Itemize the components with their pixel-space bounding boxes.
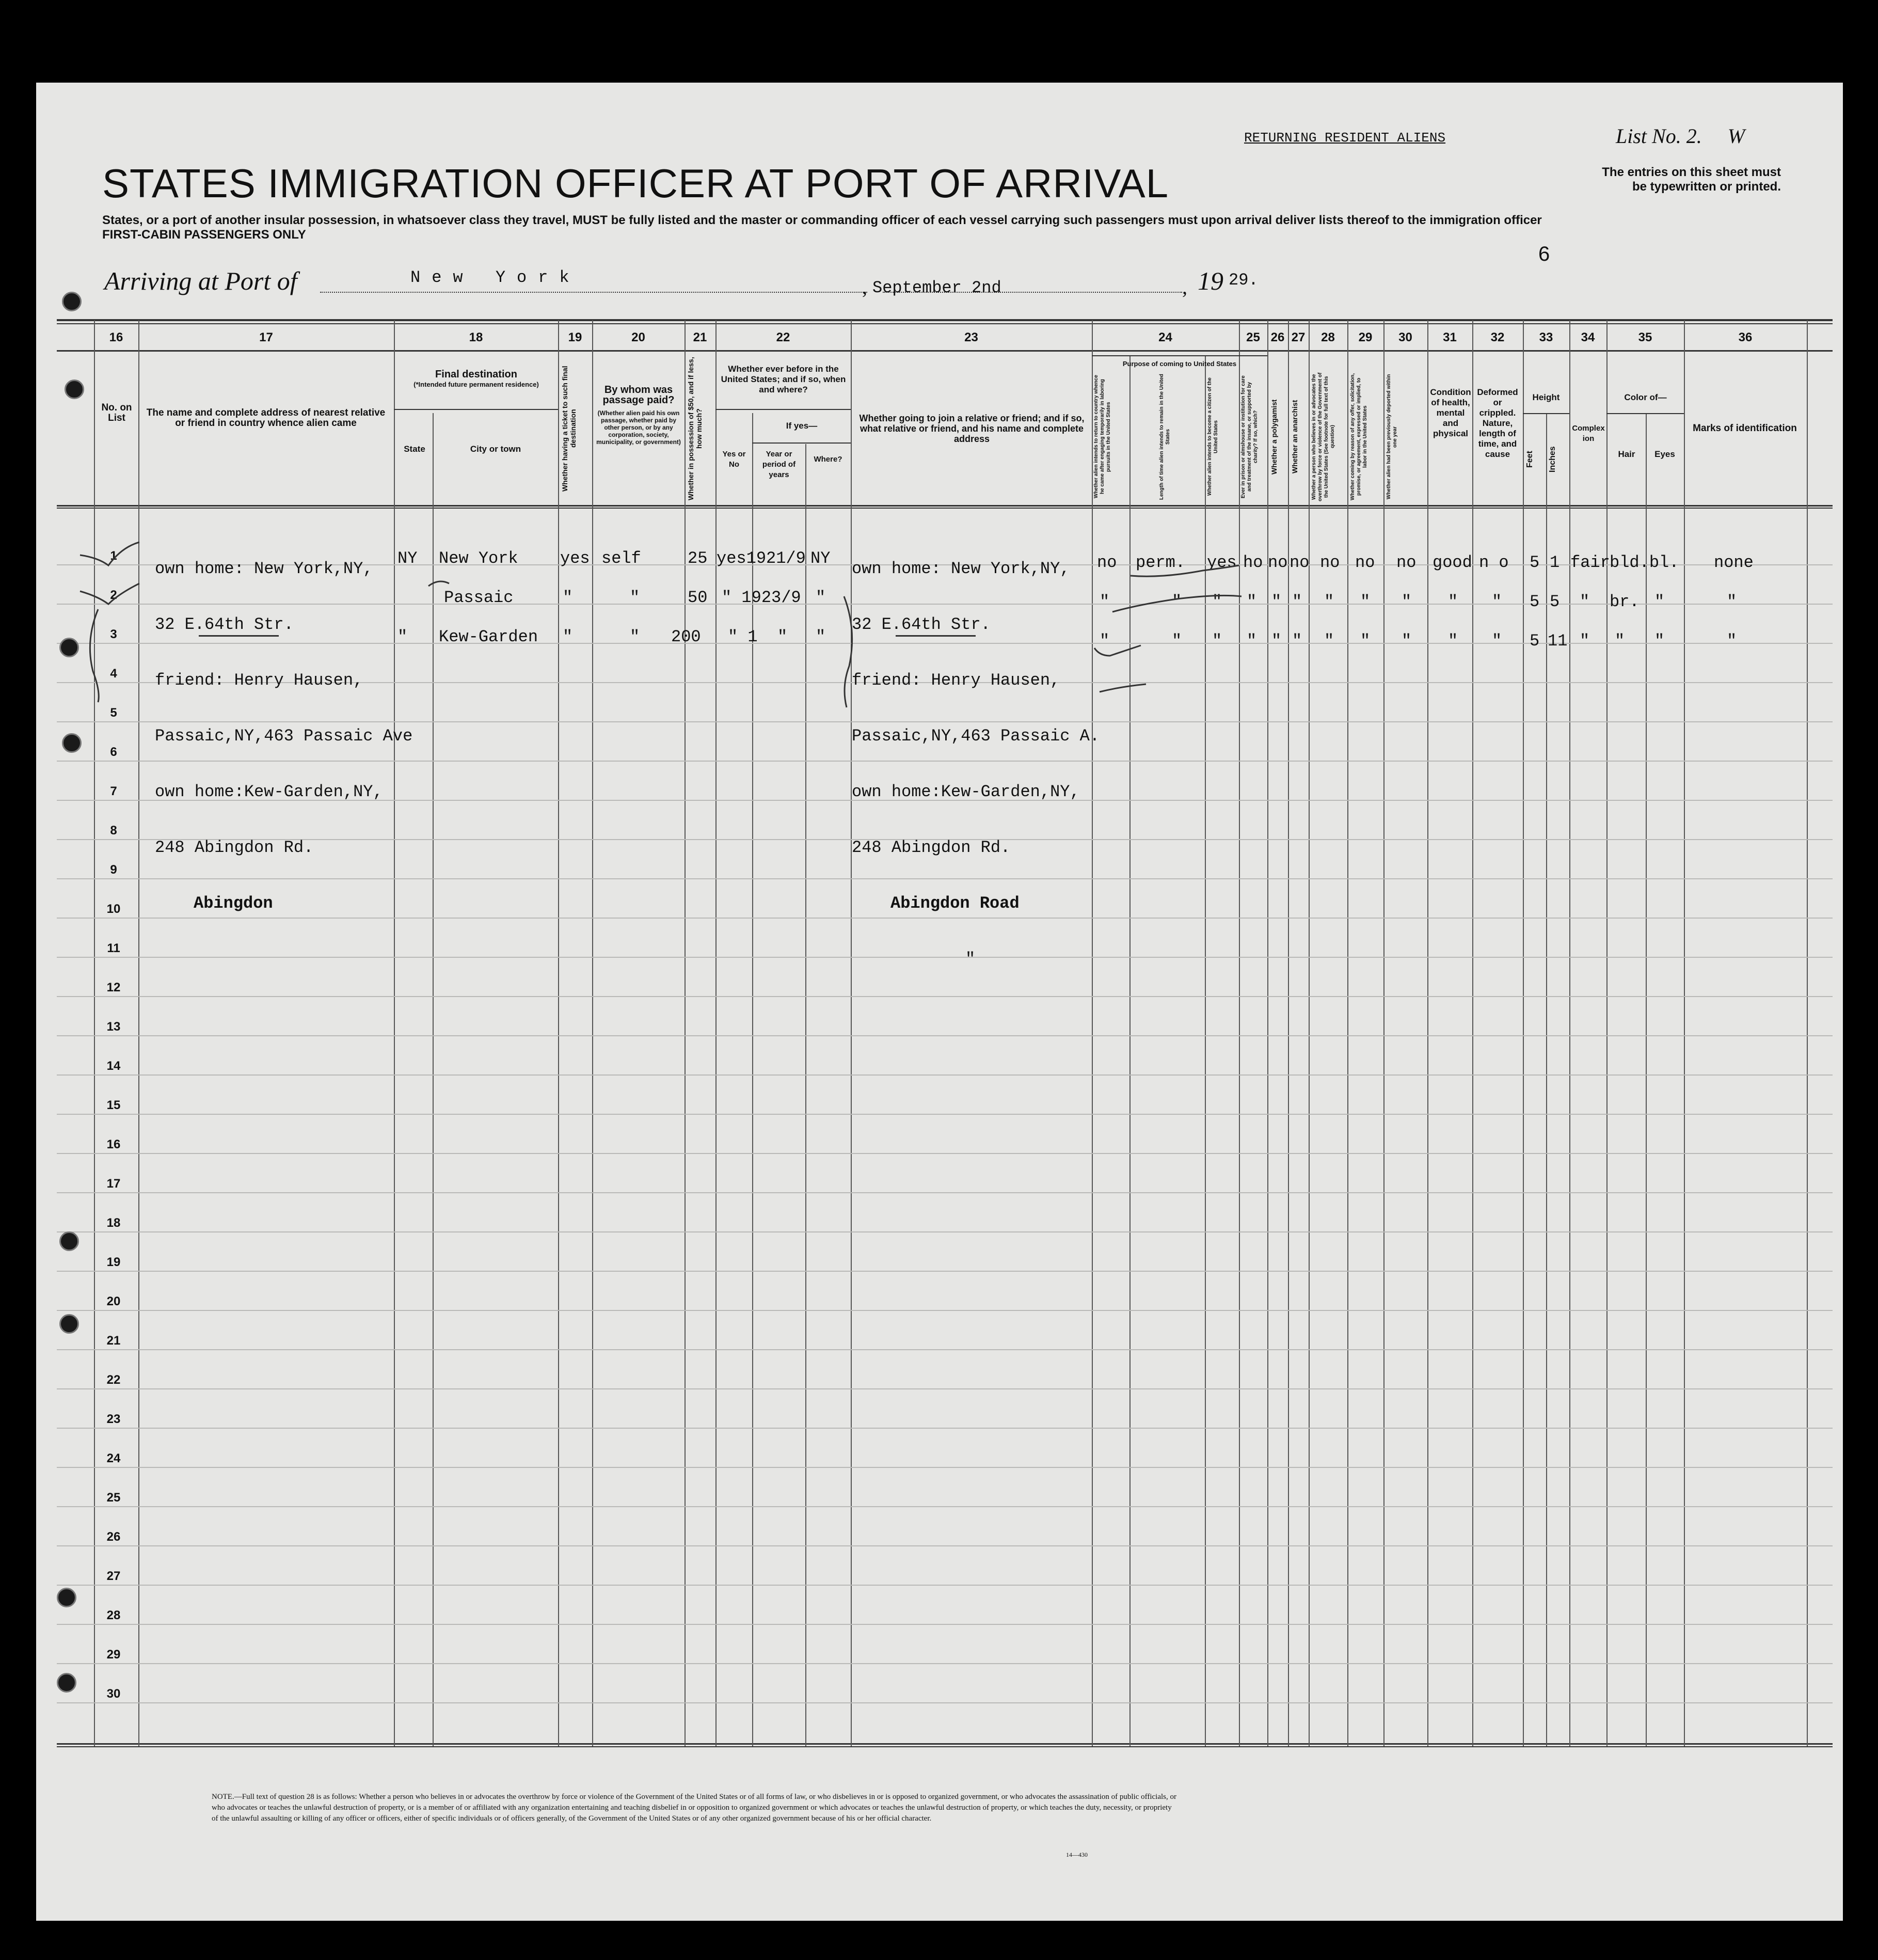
entry-r3-ticket: " — [563, 627, 573, 646]
row-number: 10 — [106, 902, 121, 916]
entry-r3-q30: " — [1402, 631, 1412, 651]
entry-r1-hair-eyes: bld.bl. — [1610, 553, 1679, 572]
colnum-20: 20 — [631, 330, 645, 344]
entry-r3-inches: 11 — [1548, 631, 1568, 651]
row-number: 9 — [110, 863, 117, 877]
entry-r1-health: good — [1433, 553, 1472, 572]
header-state: State — [404, 444, 425, 454]
row-rule — [57, 1702, 1833, 1703]
colnum-31: 31 — [1443, 330, 1457, 344]
entry-r3-paid: " — [630, 627, 640, 646]
row-number: 15 — [106, 1098, 121, 1112]
entry-r1-deformed: n o — [1479, 553, 1509, 572]
colnum-19: 19 — [568, 330, 582, 344]
colnum-29: 29 — [1358, 330, 1373, 344]
entry-line: " — [965, 950, 976, 969]
colnum-27: 27 — [1291, 330, 1306, 344]
colnum-16: 16 — [109, 330, 123, 344]
check-mark-icon — [1100, 684, 1146, 692]
row-number: 14 — [106, 1059, 121, 1073]
entry-r3-polygamist: " — [1271, 631, 1282, 651]
row-number: 13 — [106, 1020, 121, 1034]
entry-line: Passaic,NY,463 Passaic A. — [852, 726, 1100, 746]
entry-r3-q28: " — [1324, 631, 1334, 651]
entry-line: own home:Kew-Garden,NY, — [852, 782, 1080, 801]
header-color: Color of— — [1624, 392, 1667, 402]
entry-r3-city: Kew-Garden — [439, 627, 538, 646]
header-city: City or town — [470, 444, 521, 454]
row-number: 23 — [106, 1412, 121, 1426]
final-destination-sub: (*Intended future permanent residence) — [413, 381, 539, 388]
entry-r2-eyes: " — [1654, 592, 1665, 611]
header-purpose-return: Whether alien intends to return to country whence he came after engaging temporarily in laboring pursuits in the United States — [1093, 375, 1111, 499]
entry-r1-citizen: yes — [1207, 553, 1237, 572]
footnote-question-28: NOTE.—Full text of question 28 is as follows: Whether a person who believes in or advocates the overthrow by force or violence of the Government of the United States or of all forms of law, or who disbelieves in or is opposed to organized government, or who advocates the assassination of public officials, or who advocates or teaches the unlawful destruction of property, or is a member of or affiliated with any organization entertaining and teaching disbelief in or opposition to organized government or which advocates or teaches the unlawful destruction of property, or which teaches the duty, necessity, or propriety of the unlawful assaulting or killing of any officer or officers, either of specific individuals or of officers generally, of the Government of the United States or of any other organized government because of his or her official character. — [212, 1793, 1176, 1823]
row-rule — [57, 1231, 1833, 1232]
returning-resident-stamp: RETURNING RESIDENT ALIENS — [1244, 130, 1446, 146]
binder-hole-icon — [59, 1231, 79, 1251]
header-feet: Feet — [1525, 451, 1534, 468]
entry-r3-eyes: " — [1654, 631, 1665, 651]
row-rule — [57, 1506, 1833, 1507]
colnum-18: 18 — [469, 330, 483, 344]
entry-r3-citizen: " — [1212, 631, 1222, 651]
row-rule — [57, 1271, 1833, 1272]
header-labor-offer: Whether coming by reason of any offer, solicitation, promise, or agreement, expressed or implied, to labor in the United States — [1350, 373, 1368, 501]
entries-instruction-line-2: be typewritten or printed. — [1632, 180, 1781, 194]
header-year-period: Year or period of years — [762, 450, 796, 479]
entry-r1-prison: ho — [1243, 553, 1263, 572]
row-number: 24 — [106, 1451, 121, 1465]
entry-r2-inches: 5 — [1550, 592, 1560, 611]
check-mark-icon — [428, 581, 449, 586]
entry-r1-feet: 5 — [1530, 553, 1540, 572]
row-number: 16 — [106, 1137, 121, 1151]
entry-r3-q29: " — [1360, 631, 1371, 651]
header-possession-50: Whether in possession of $50, and if less, how much? — [687, 357, 703, 500]
colnum-25: 25 — [1246, 330, 1260, 344]
colnum-22: 22 — [776, 330, 790, 344]
row-number: 11 — [107, 941, 120, 955]
entry-r3-deformed: " — [1492, 631, 1502, 651]
entry-line: own home:Kew-Garden,NY, — [155, 782, 383, 801]
entry-line: Abingdon — [194, 894, 273, 913]
row-number: 21 — [106, 1334, 121, 1348]
row-number: 1 — [110, 549, 117, 563]
header-marks: Marks of identification — [1693, 423, 1797, 434]
entry-r3-feet: 5 — [1530, 631, 1540, 651]
binder-hole-icon — [62, 733, 82, 753]
entry-r1-where: NY — [810, 549, 831, 568]
list-number-label: List No. 2. — [1616, 124, 1702, 148]
entry-line: 32 E.64th Str. — [155, 615, 294, 634]
row-rule — [57, 1467, 1833, 1468]
row-rule — [57, 1310, 1833, 1311]
row-number: 19 — [106, 1255, 121, 1269]
colnum-21: 21 — [693, 330, 707, 344]
entry-r2-hair: br. — [1610, 592, 1640, 611]
instruction-line: States, or a port of another insular possession, in whatsoever class they travel, MUST be fully listed and the master or commanding officer of each vessel carrying such passengers must upon arrival deliver lists thereof to the immigration officer — [102, 213, 1542, 227]
colnum-34: 34 — [1581, 330, 1595, 344]
port-value: New York — [410, 268, 581, 287]
entry-r3-money: 200 — [671, 627, 701, 646]
header-prison: Ever in prison or almshouse or institution for care and treatment of the insane, or supported by charity? If so, which? — [1240, 375, 1259, 498]
row-rule — [57, 1663, 1833, 1664]
entry-r2-return: " — [1100, 592, 1110, 611]
form-number: 14—430 — [1066, 1851, 1088, 1858]
entry-r3-prison: " — [1247, 631, 1257, 651]
header-no-on-list: No. on List — [101, 402, 132, 423]
year-prefix: 19 — [1198, 266, 1223, 295]
entry-r1-inches: 1 — [1550, 553, 1560, 572]
entry-line: Abingdon Road — [890, 894, 1020, 913]
row-number: 28 — [106, 1608, 121, 1622]
row-number: 30 — [106, 1687, 121, 1701]
entry-line: friend: Henry Hausen, — [155, 671, 363, 690]
colnum-33: 33 — [1539, 330, 1553, 344]
row-number: 20 — [106, 1294, 121, 1308]
entry-r3-anarchist: " — [1292, 631, 1302, 651]
header-height: Height — [1532, 392, 1560, 402]
row-rule — [57, 1035, 1833, 1036]
colnum-24: 24 — [1158, 330, 1172, 344]
list-number-suffix: W — [1727, 124, 1745, 148]
header-relative-friend: The name and complete address of nearest relative or friend in country whence alien came — [146, 407, 386, 429]
entry-r1-paid: self — [601, 549, 641, 568]
row-number: 4 — [110, 667, 117, 681]
entry-line: Passaic,NY,463 Passaic Ave — [155, 726, 413, 746]
row-rule — [57, 1349, 1833, 1350]
manifest-page — [36, 83, 1843, 1921]
header-purpose-length: Length of time alien intends to remain in the United States — [1159, 374, 1171, 500]
binder-hole-icon — [57, 1588, 76, 1607]
page-title: STATES IMMIGRATION OFFICER AT PORT OF ARRIVAL — [102, 161, 1169, 206]
colnum-26: 26 — [1270, 330, 1285, 344]
entries-instruction-line-1: The entries on this sheet must — [1602, 165, 1781, 179]
entry-r1-ticket: yes — [560, 549, 590, 568]
row-number: 8 — [110, 824, 117, 837]
colnum-28: 28 — [1321, 330, 1335, 344]
header-health: Condition of health, mental and physical — [1430, 387, 1471, 438]
entry-r2-ticket: " — [563, 588, 573, 607]
entry-r2-citizen: " — [1212, 592, 1222, 611]
header-deformed: Deformed or crippled. Nature, length of time, and cause — [1477, 387, 1518, 459]
header-hair: Hair — [1618, 449, 1635, 459]
colnum-35: 35 — [1638, 330, 1652, 344]
table-bottom-rule-1 — [57, 1743, 1833, 1745]
entry-r1-marks: none — [1714, 553, 1754, 572]
entry-r2-q29: " — [1360, 592, 1371, 611]
entry-r3-complexion: " — [1580, 631, 1590, 651]
entry-r1-anarchist: no — [1290, 553, 1310, 572]
header-polygamist: Whether a polygamist — [1270, 399, 1278, 475]
row-number: 26 — [106, 1530, 121, 1544]
check-marks — [36, 83, 1843, 805]
final-destination-title: Final destination — [435, 369, 517, 380]
entry-r3-state: " — [397, 627, 408, 646]
row-number: 18 — [106, 1216, 121, 1230]
sheet-number: 6 — [1538, 243, 1550, 265]
entry-r2-marks: " — [1727, 592, 1737, 611]
header-going-to-join: Whether going to join a relative or friend; and if so, what relative or friend, and his name and complete address — [859, 413, 1085, 444]
binder-hole-icon — [62, 292, 82, 311]
class-line: FIRST-CABIN PASSENGERS ONLY — [102, 228, 306, 242]
entry-r2-paid: " — [630, 588, 640, 607]
row-number: 6 — [110, 745, 117, 759]
entry-r2-complexion: " — [1580, 592, 1590, 611]
date-value: September 2nd — [872, 278, 1001, 297]
entry-r2-city: Passaic — [444, 588, 514, 607]
header-ticket: Whether having a ticket to such final destination — [561, 366, 577, 492]
check-mark-icon — [1131, 565, 1239, 576]
header-eyes: Eyes — [1654, 449, 1675, 459]
entry-r3-health: " — [1448, 631, 1458, 651]
colnum-30: 30 — [1398, 330, 1412, 344]
header-purpose-citizen: Whether alien intends to become a citizen of the United States — [1207, 377, 1219, 496]
row-rule — [57, 1153, 1833, 1154]
entry-line: friend: Henry Hausen, — [852, 671, 1060, 690]
row-rule — [57, 1114, 1833, 1115]
entry-r1-complexion: fair — [1570, 553, 1610, 572]
header-complexion: Complexion — [1572, 424, 1605, 443]
arriving-label: Arriving at Port of — [104, 266, 297, 295]
header-anarchist: Whether an anarchist — [1291, 400, 1299, 474]
entry-r3-length: " — [1172, 631, 1182, 651]
entry-r2-anarchist: " — [1292, 592, 1302, 611]
row-number: 5 — [110, 706, 117, 720]
check-mark-icon — [90, 609, 99, 702]
entry-r3-before: " 1 " — [728, 627, 788, 646]
entry-r2-q30: " — [1402, 592, 1412, 611]
table-bottom-rule-2 — [57, 1746, 1833, 1747]
header-inches: Inches — [1548, 446, 1557, 473]
entry-line: 32 E.64th Str. — [852, 615, 991, 634]
entry-r2-prison: " — [1247, 592, 1257, 611]
entry-r1-money: 25 — [688, 549, 708, 568]
colnum-32: 32 — [1490, 330, 1505, 344]
header-deported: Whether alien had been previously deported within one year — [1386, 374, 1398, 500]
entry-r2-length: " — [1172, 592, 1182, 611]
entry-r2-polygamist: " — [1271, 592, 1282, 611]
row-rule — [57, 1192, 1833, 1193]
row-rule — [57, 1585, 1833, 1586]
entry-r3-hair: " — [1615, 631, 1625, 651]
entry-r3-return: " — [1100, 631, 1110, 651]
header-purpose: Purpose of coming to United States — [1122, 360, 1237, 368]
entry-r2-deformed: " — [1492, 592, 1502, 611]
entry-r1-before: yes1921/9 — [717, 549, 806, 568]
binder-hole-icon — [57, 1673, 76, 1693]
binder-hole-icon — [59, 1314, 79, 1334]
entry-r2-before: " 1923/9 — [722, 588, 801, 607]
row-rule — [57, 1428, 1833, 1429]
check-mark-icon — [1112, 592, 1242, 612]
entry-r1-q30: no — [1396, 553, 1417, 572]
check-mark-icon — [80, 542, 139, 565]
entry-r1-length: perm. — [1136, 553, 1186, 572]
date-comma: , — [1182, 275, 1187, 298]
row-rule — [57, 1388, 1833, 1389]
row-rule — [57, 1624, 1833, 1625]
colnum-17: 17 — [259, 330, 273, 344]
entry-r2-health: " — [1448, 592, 1458, 611]
row-number: 27 — [106, 1569, 121, 1583]
header-ever-before: Whether ever before in the United States; and if so, when and where? — [721, 364, 846, 394]
header-where: Where? — [814, 455, 842, 464]
passage-paid-sub: (Whether alien paid his own passage, whether paid by other person, or by any corporation, society, municipality, or government) — [596, 409, 681, 446]
entry-r3-marks: " — [1727, 631, 1737, 651]
colnum-36: 36 — [1738, 330, 1753, 344]
check-mark-icon — [844, 596, 852, 707]
entry-r1-return: no — [1097, 553, 1117, 572]
entry-r2-where: " — [816, 588, 826, 607]
row-number: 17 — [106, 1177, 121, 1191]
row-number: 22 — [106, 1373, 121, 1387]
binder-hole-icon — [65, 380, 84, 399]
entry-r3-where: " — [816, 627, 826, 646]
row-number: 3 — [110, 627, 117, 641]
entry-line: 248 Abingdon Rd. — [155, 838, 314, 857]
entry-r1-polygamist: no — [1268, 553, 1288, 572]
row-number: 25 — [106, 1491, 121, 1505]
row-rule — [57, 1545, 1833, 1546]
header-if-yes: If yes— — [786, 421, 818, 431]
entry-r2-feet: 5 — [1530, 592, 1540, 611]
row-number: 29 — [106, 1648, 121, 1662]
entry-r2-money: 50 — [688, 588, 708, 607]
entry-r1-q29: no — [1355, 553, 1375, 572]
header-overthrow: Whether a person who believes in or advocates the overthrow by force or violence of the Government of the United States (See footnote for full text of this question) — [1311, 372, 1335, 501]
entry-r2-q28: " — [1324, 592, 1334, 611]
colnum-23: 23 — [964, 330, 978, 344]
row-rule — [57, 1074, 1833, 1076]
entry-line: own home: New York,NY, — [155, 559, 373, 578]
year-suffix: 29. — [1229, 271, 1259, 290]
entry-r1-city: New York — [439, 549, 518, 568]
entry-r1-state: NY — [397, 549, 418, 568]
port-comma: , — [862, 275, 867, 298]
entry-line: 248 Abingdon Rd. — [852, 838, 1011, 857]
row-number: 7 — [110, 784, 117, 798]
check-mark-icon — [80, 583, 139, 604]
entry-line: own home: New York,NY, — [852, 559, 1070, 578]
entry-r1-q28: no — [1320, 553, 1340, 572]
row-number: 12 — [106, 981, 121, 994]
header-yes-no: Yes or No — [722, 450, 746, 469]
binder-hole-icon — [59, 638, 79, 657]
row-number: 2 — [110, 588, 117, 602]
passage-paid-title: By whom was passage paid? — [602, 384, 675, 406]
check-mark-icon — [1094, 645, 1141, 656]
